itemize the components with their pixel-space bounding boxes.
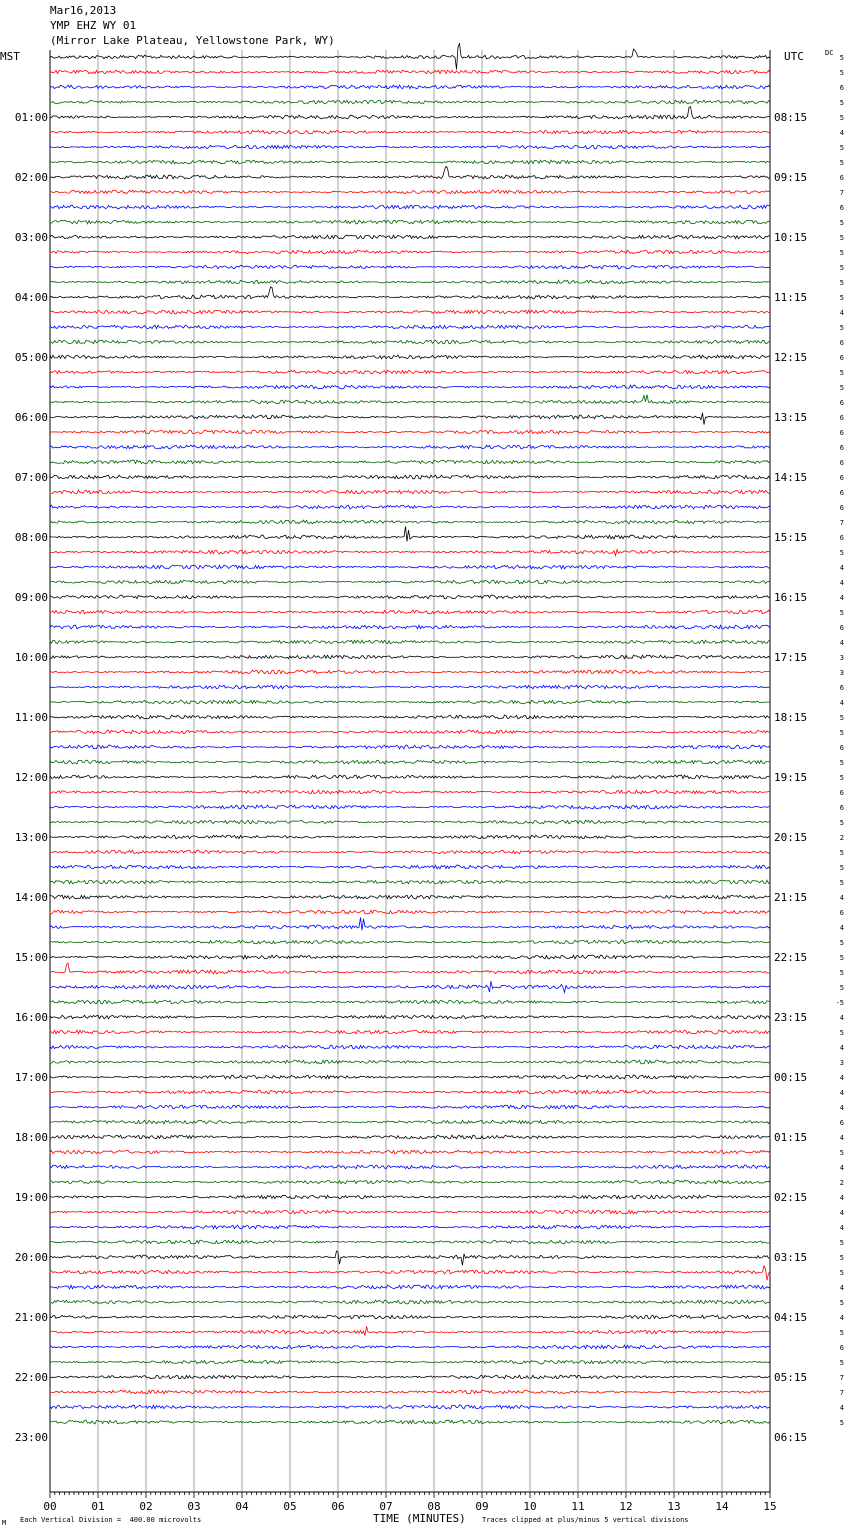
x-tick-label: 11 <box>571 1500 585 1513</box>
dc-offset-label: 6 <box>839 504 844 512</box>
trace-line <box>50 250 770 254</box>
trace-line <box>50 670 770 674</box>
dc-offset-label: 5 <box>839 714 844 722</box>
utc-hour-label: 00:15 <box>774 1071 808 1084</box>
dc-offset-label: 5 <box>839 864 844 872</box>
utc-hour-label: 19:15 <box>774 771 808 784</box>
dc-offset-label: 5 <box>839 1269 844 1277</box>
trace-line <box>50 550 770 556</box>
trace-line <box>50 835 770 839</box>
utc-hour-label: 17:15 <box>774 651 808 664</box>
mst-hour-label: 06:00 <box>14 411 48 424</box>
trace-line <box>50 395 770 404</box>
trace-line <box>50 700 770 704</box>
dc-offset-label: 5 <box>839 1149 844 1157</box>
trace-line <box>50 385 770 389</box>
trace-line <box>50 1420 770 1424</box>
mst-hour-label: 20:00 <box>14 1251 48 1264</box>
dc-offset-label: 3 <box>839 654 844 662</box>
dc-offset-label: 5 <box>839 294 844 302</box>
trace-line <box>50 265 770 269</box>
x-tick-label: 13 <box>667 1500 681 1513</box>
x-tick-label: 01 <box>91 1500 105 1513</box>
utc-hour-label: 05:15 <box>774 1371 808 1384</box>
trace-line <box>50 895 770 899</box>
dc-offset-label: 5 <box>839 219 844 227</box>
x-tick-label: 07 <box>379 1500 393 1513</box>
x-tick-label: 12 <box>619 1500 633 1513</box>
dc-offset-label: 4 <box>839 1224 844 1232</box>
dc-offset-label: 2 <box>839 1179 844 1187</box>
mst-hour-label: 21:00 <box>14 1311 48 1324</box>
dc-offset-label: 5 <box>839 984 844 992</box>
mst-hour-label: 05:00 <box>14 351 48 364</box>
x-tick-label: 05 <box>283 1500 297 1513</box>
trace-line <box>50 1135 770 1139</box>
dc-offset-label: 6 <box>839 804 844 812</box>
dc-offset-label: 4 <box>839 564 844 572</box>
trace-line <box>50 445 770 449</box>
trace-line <box>50 43 770 69</box>
utc-hour-label: 22:15 <box>774 951 808 964</box>
mst-hour-label: 12:00 <box>14 771 48 784</box>
trace-line <box>50 730 770 734</box>
trace-line <box>50 490 770 494</box>
utc-hour-label: 10:15 <box>774 231 808 244</box>
dc-offset-label: 5 <box>839 1299 844 1307</box>
dc-offset-label: 6 <box>839 909 844 917</box>
utc-hour-label: 21:15 <box>774 891 808 904</box>
mst-hour-label: 23:00 <box>14 1431 48 1444</box>
dc-offset-label: 6 <box>839 84 844 92</box>
dc-offset-label: 5 <box>839 939 844 947</box>
dc-offset-label: 6 <box>839 429 844 437</box>
dc-offset-label: 6 <box>839 684 844 692</box>
dc-offset-label: 5 <box>839 264 844 272</box>
trace-line <box>50 1251 770 1265</box>
dc-offset-label: 5 <box>839 609 844 617</box>
dc-offset-label: 5 <box>839 1329 844 1337</box>
utc-hour-label: 08:15 <box>774 111 808 124</box>
trace-line <box>50 1015 770 1019</box>
dc-offset-label: 4 <box>839 1089 844 1097</box>
utc-hour-label: 04:15 <box>774 1311 808 1324</box>
trace-line <box>50 963 770 974</box>
trace-line <box>50 910 770 914</box>
dc-offset-label: 5 <box>839 819 844 827</box>
trace-line <box>50 745 770 749</box>
x-tick-label: 14 <box>715 1500 729 1513</box>
mst-hour-label: 10:00 <box>14 651 48 664</box>
x-tick-label: 03 <box>187 1500 201 1513</box>
dc-offset-label: 5 <box>839 234 844 242</box>
trace-line <box>50 1405 770 1409</box>
trace-line <box>50 1300 770 1304</box>
trace-line <box>50 1105 770 1109</box>
mst-hour-label: 19:00 <box>14 1191 48 1204</box>
dc-offset-label: 5 <box>839 849 844 857</box>
trace-line <box>50 880 770 884</box>
trace-line <box>50 310 770 314</box>
x-tick-label: 06 <box>331 1500 345 1513</box>
trace-line <box>50 145 770 149</box>
dc-offset-label: 7 <box>839 1389 844 1397</box>
dc-offset-label: 6 <box>839 399 844 407</box>
mst-hour-label: 02:00 <box>14 171 48 184</box>
trace-line <box>50 166 770 178</box>
trace-line <box>50 1266 770 1280</box>
trace-line <box>50 1315 770 1319</box>
dc-offset-label: 6 <box>839 459 844 467</box>
dc-offset-label: 6 <box>839 444 844 452</box>
dc-offset-label: 4 <box>839 639 844 647</box>
dc-offset-label: 5 <box>839 384 844 392</box>
trace-line <box>50 475 770 479</box>
dc-offset-label: 7 <box>839 519 844 527</box>
dc-offset-label: 6 <box>839 339 844 347</box>
trace-line <box>50 1375 770 1379</box>
trace-line <box>50 280 770 284</box>
dc-offset-label: 5 <box>839 249 844 257</box>
dc-offset-label: 5 <box>839 99 844 107</box>
dc-offset-label: -5 <box>835 999 844 1007</box>
dc-offset-label: 4 <box>839 1284 844 1292</box>
dc-offset-label: 4 <box>839 579 844 587</box>
dc-offset-label: 6 <box>839 174 844 182</box>
dc-offset-label: 3 <box>839 1059 844 1067</box>
trace-line <box>50 505 770 509</box>
mst-hour-label: 14:00 <box>14 891 48 904</box>
x-axis-title: TIME (MINUTES) <box>373 1512 466 1525</box>
trace-line <box>50 430 770 434</box>
utc-hour-label: 06:15 <box>774 1431 808 1444</box>
mst-hour-label: 18:00 <box>14 1131 48 1144</box>
dc-offset-label: 6 <box>839 354 844 362</box>
dc-offset-label: 5 <box>839 54 844 62</box>
mst-hour-label: 03:00 <box>14 231 48 244</box>
dc-offset-label: 6 <box>839 534 844 542</box>
dc-offset-label: 4 <box>839 1164 844 1172</box>
trace-line <box>50 1090 770 1094</box>
trace-line <box>50 413 770 425</box>
dc-offset-label: 4 <box>839 1134 844 1142</box>
dc-offset-label: 6 <box>839 414 844 422</box>
trace-line <box>50 981 770 992</box>
dc-offset-label: 4 <box>839 129 844 137</box>
trace-line <box>50 235 770 239</box>
trace-line <box>50 190 770 194</box>
trace-line <box>50 1120 770 1124</box>
x-tick-label: 10 <box>523 1500 537 1513</box>
trace-line <box>50 107 770 119</box>
trace-line <box>50 955 770 959</box>
trace-line <box>50 655 770 659</box>
dc-offset-label: 6 <box>839 789 844 797</box>
dc-offset-label: 4 <box>839 594 844 602</box>
trace-line <box>50 917 770 930</box>
trace-line <box>50 70 770 74</box>
trace-line <box>50 1150 770 1154</box>
scale-note: Each Vertical Division = 400.00 microvolts <box>20 1516 202 1524</box>
trace-line <box>50 715 770 719</box>
mst-hour-label: 11:00 <box>14 711 48 724</box>
trace-line <box>50 1390 770 1394</box>
x-tick-label: 04 <box>235 1500 249 1513</box>
dc-offset-label: 6 <box>839 744 844 752</box>
mst-hour-label: 04:00 <box>14 291 48 304</box>
dc-offset-label: 5 <box>839 879 844 887</box>
dc-offset-label: 4 <box>839 1314 844 1322</box>
dc-offset-label: 5 <box>839 549 844 557</box>
dc-offset-label: 5 <box>839 144 844 152</box>
mst-hour-label: 08:00 <box>14 531 48 544</box>
trace-line <box>50 1000 770 1004</box>
mst-hour-label: 01:00 <box>14 111 48 124</box>
trace-line <box>50 760 770 764</box>
dc-offset-label: 5 <box>839 279 844 287</box>
trace-line <box>50 325 770 329</box>
dc-offset-label: 4 <box>839 1104 844 1112</box>
trace-line <box>50 790 770 794</box>
trace-line <box>50 220 770 224</box>
mst-hour-label: 17:00 <box>14 1071 48 1084</box>
trace-line <box>50 1285 770 1289</box>
trace-line <box>50 340 770 344</box>
dc-offset-label: 4 <box>839 1209 844 1217</box>
utc-hour-label: 09:15 <box>774 171 808 184</box>
trace-line <box>50 850 770 854</box>
utc-hour-label: 15:15 <box>774 531 808 544</box>
trace-line <box>50 805 770 809</box>
trace-line <box>50 287 770 299</box>
trace-line <box>50 1240 770 1244</box>
mst-hour-label: 13:00 <box>14 831 48 844</box>
trace-line <box>50 1345 770 1349</box>
dc-offset-label: 5 <box>839 759 844 767</box>
trace-line <box>50 370 770 374</box>
chart-date: Mar16,2013 <box>50 4 117 17</box>
dc-offset-label: 4 <box>839 894 844 902</box>
dc-offset-label: 4 <box>839 1074 844 1082</box>
dc-offset-label: 5 <box>839 1254 844 1262</box>
x-tick-label: 08 <box>427 1500 441 1513</box>
dc-offset-label: 5 <box>839 954 844 962</box>
trace-line <box>50 640 770 644</box>
dc-offset-label: 5 <box>839 1419 844 1427</box>
station-code: YMP EHZ WY 01 <box>50 19 137 32</box>
clip-note: Traces clipped at plus/minus 5 vertical divisions <box>482 1516 689 1524</box>
utc-hour-label: 12:15 <box>774 351 808 364</box>
trace-line <box>50 940 770 944</box>
dc-offset-label: 5 <box>839 1029 844 1037</box>
mst-hour-label: 09:00 <box>14 591 48 604</box>
utc-hour-label: 01:15 <box>774 1131 808 1144</box>
dc-offset-label: 4 <box>839 1014 844 1022</box>
trace-line <box>50 1045 770 1049</box>
corner-mark: M <box>2 1519 7 1527</box>
trace-line <box>50 526 770 541</box>
utc-hour-label: 23:15 <box>774 1011 808 1024</box>
utc-hour-label: 18:15 <box>774 711 808 724</box>
x-tick-label: 09 <box>475 1500 489 1513</box>
trace-line <box>50 130 770 134</box>
x-tick-label: 00 <box>43 1500 57 1513</box>
dc-offset-label: 5 <box>839 69 844 77</box>
x-tick-label: 02 <box>139 1500 153 1513</box>
trace-line <box>50 625 770 629</box>
trace-line <box>50 820 770 824</box>
utc-hour-label: 13:15 <box>774 411 808 424</box>
trace-line <box>50 355 770 359</box>
utc-label: UTC <box>784 50 804 63</box>
trace-line <box>50 100 770 104</box>
dc-offset-label: 5 <box>839 324 844 332</box>
dc-offset-label: 5 <box>839 114 844 122</box>
trace-line <box>50 1195 770 1199</box>
utc-hour-label: 14:15 <box>774 471 808 484</box>
trace-line <box>50 1225 770 1229</box>
dc-offset-label: 4 <box>839 924 844 932</box>
dc-offset-label: 6 <box>839 474 844 482</box>
trace-line <box>50 1030 770 1034</box>
dc-offset-label: 5 <box>839 729 844 737</box>
mst-label: MST <box>0 50 20 63</box>
trace-line <box>50 460 770 464</box>
utc-hour-label: 02:15 <box>774 1191 808 1204</box>
dc-label: DC <box>825 49 834 57</box>
trace-line <box>50 1360 770 1364</box>
trace-line <box>50 1326 770 1335</box>
station-location: (Mirror Lake Plateau, Yellowstone Park, WY) <box>50 34 335 47</box>
trace-line <box>50 1180 770 1184</box>
dc-offset-label: 6 <box>839 489 844 497</box>
trace-line <box>50 610 770 614</box>
trace-line <box>50 1210 770 1214</box>
mst-hour-label: 07:00 <box>14 471 48 484</box>
dc-offset-label: 5 <box>839 969 844 977</box>
dc-offset-label: 7 <box>839 189 844 197</box>
mst-hour-label: 15:00 <box>14 951 48 964</box>
dc-offset-label: 4 <box>839 309 844 317</box>
trace-line <box>50 205 770 209</box>
dc-offset-label: 5 <box>839 369 844 377</box>
trace-line <box>50 520 770 524</box>
dc-offset-label: 4 <box>839 1194 844 1202</box>
dc-offset-label: 5 <box>839 1359 844 1367</box>
dc-offset-label: 5 <box>839 159 844 167</box>
dc-offset-label: 6 <box>839 1344 844 1352</box>
dc-offset-label: 4 <box>839 699 844 707</box>
utc-hour-label: 20:15 <box>774 831 808 844</box>
trace-line <box>50 85 770 89</box>
dc-offset-label: 4 <box>839 1404 844 1412</box>
dc-offset-label: 5 <box>839 774 844 782</box>
dc-offset-label: 6 <box>839 1119 844 1127</box>
dc-offset-label: 6 <box>839 624 844 632</box>
utc-hour-label: 03:15 <box>774 1251 808 1264</box>
trace-line <box>50 775 770 779</box>
trace-line <box>50 580 770 584</box>
mst-hour-label: 16:00 <box>14 1011 48 1024</box>
trace-line <box>50 565 770 569</box>
trace-line <box>50 685 770 689</box>
dc-offset-label: 7 <box>839 1374 844 1382</box>
dc-offset-label: 2 <box>839 834 844 842</box>
mst-hour-label: 22:00 <box>14 1371 48 1384</box>
trace-line <box>50 1165 770 1169</box>
trace-line <box>50 865 770 869</box>
trace-line <box>50 1060 770 1064</box>
dc-offset-label: 5 <box>839 1239 844 1247</box>
trace-line <box>50 1075 770 1079</box>
trace-line <box>50 160 770 164</box>
trace-line <box>50 595 770 599</box>
dc-offset-label: 4 <box>839 1044 844 1052</box>
dc-offset-label: 6 <box>839 204 844 212</box>
utc-hour-label: 11:15 <box>774 291 808 304</box>
x-tick-label: 15 <box>763 1500 777 1513</box>
dc-offset-label: 3 <box>839 669 844 677</box>
utc-hour-label: 16:15 <box>774 591 808 604</box>
